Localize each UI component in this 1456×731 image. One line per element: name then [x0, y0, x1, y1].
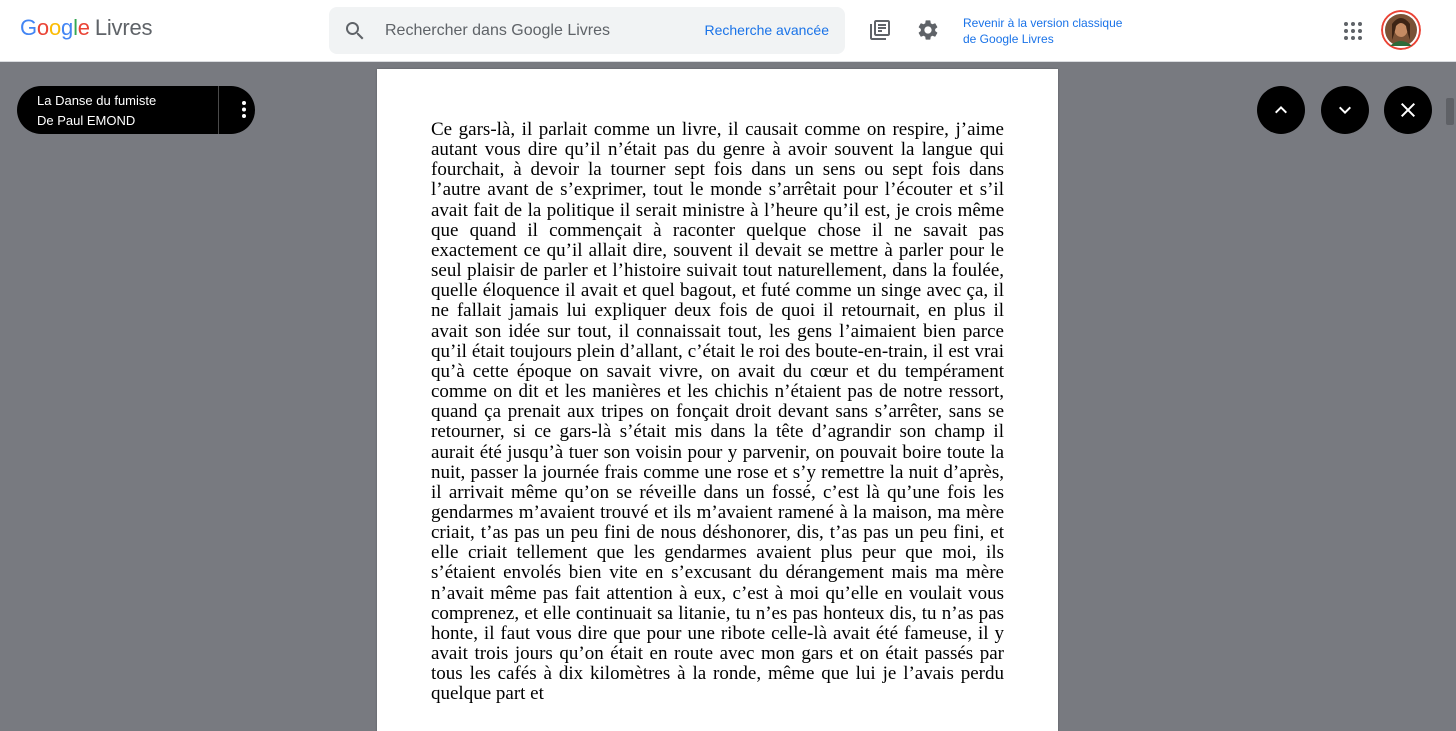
- logo-letter: g: [61, 15, 74, 40]
- chevron-up-icon: [1269, 98, 1293, 122]
- gear-icon[interactable]: [916, 18, 940, 42]
- classic-link-line2: de Google Livres: [963, 32, 1054, 46]
- classic-version-link[interactable]: [963, 15, 1143, 47]
- chevron-down-icon: [1333, 98, 1357, 122]
- logo-letter: o: [36, 15, 49, 40]
- book-page: [377, 69, 1058, 731]
- search-input[interactable]: [385, 19, 685, 43]
- search-box: [329, 7, 845, 54]
- close-reader-button[interactable]: [1384, 86, 1432, 134]
- apps-grid-icon[interactable]: [1341, 19, 1365, 43]
- search-icon[interactable]: [343, 19, 367, 43]
- more-vert-icon[interactable]: [219, 86, 255, 134]
- logo-product-name: Livres: [94, 15, 153, 40]
- page-text: Ce gars-là, il parlait comme un livre, il causait comme on respire, j’aime autant vous dire qu’il n’était pas du genre à avoir souvent la langue qui fourchait, à devoir la tourner sept fois dans un sens ou sept fois dans l’autre avant de s’exprimer, tout le monde s’arrêtait pour l’écouter et s’il avait fait de la politique il serait ministre à l’heure qu’il est, je crois même que quand il commençait à raconter quelque chose il ne savait pas exactement ce qu’il allait dire, souvent il devait se mettre à parler pour le seul plaisir de parler et l’histoire suivait tout naturellement, dans la foulée, quelle éloquence il avait et quel bagout, et futé comme un singe avec ça, il ne fallait jamais lui expliquer deux fois de quoi il retournait, en plus il avait son idée sur tout, il connaissait tout, les gens l’aimaient bien parce qu’il était toujours plein d’allant, c’était le roi des boute-en-train, il est vrai qu’à cette époque on savait vivre, on avait du cœur et du tempérament comme on dit et les manières et les chichis n’étaient pas de notre ressort, quand ça prenait aux tripes on fonçait droit devant sans s’arrêter, sans se retourner, si ce gars-là s’était mis dans la tête d’agrandir son champ il aurait été jusqu’à tuer son voisin pour y parvenir, on pouvait boire toute la nuit, passer la journée frais comme une rose et s’y remettre la nuit d’après, il arrivait même qu’on se réveille dans un fossé, c’est là qu’une fois les gendarmes m’avaient trouvé et ils m’avaient ramené à la maison, ma mère criait, t’as pas un peu fini de nous déshonorer, dis, t’as pas un peu fini, et elle criait tellement que les gendarmes avaient plus peur que moi, ils s’étaient envolés bien vite en s’excusant du dérangement mais ma mère n’avait même pas fait attention à eux, c’est à moi qu’elle en voulait vous comprenez, et elle continuait sa litanie, tu n’es pas honteux dis, tu n’as pas honte, il faut vous dire que pour une ribote celle-là avait été fameuse, il y avait trois jours qu’on était en route avec mon gars et on était passés par tous les cafés à dix kilomètres à la ronde, même que lui je l’avais perdu quelque part et: [431, 119, 1004, 705]
- book-author: De Paul EMOND: [37, 113, 136, 128]
- close-icon: [1396, 98, 1420, 122]
- book-info-pill: [17, 86, 255, 134]
- classic-link-line1: Revenir à la version classique: [963, 16, 1123, 30]
- library-books-icon[interactable]: [868, 18, 892, 42]
- avatar[interactable]: [1381, 10, 1421, 50]
- scrollbar-thumb[interactable]: [1446, 98, 1454, 125]
- advanced-search-link[interactable]: Recherche avancée: [704, 22, 829, 38]
- google-livres-logo[interactable]: [20, 15, 152, 41]
- top-bar: [0, 0, 1456, 62]
- next-page-button[interactable]: [1321, 86, 1369, 134]
- book-title: La Danse du fumiste: [37, 93, 157, 108]
- previous-page-button[interactable]: [1257, 86, 1305, 134]
- logo-letter: e: [77, 15, 90, 40]
- logo-letter: o: [48, 15, 62, 40]
- logo-letter: G: [20, 15, 37, 40]
- logo-letter: l: [73, 15, 78, 40]
